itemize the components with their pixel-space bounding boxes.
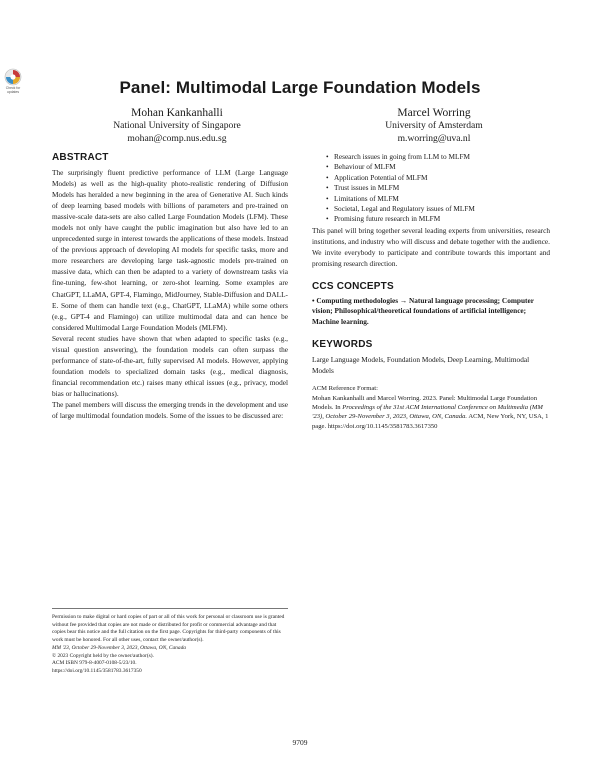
keywords-text: Large Language Models, Foundation Models, Deep Learning, Multimodal Models — [312, 355, 530, 376]
ccs-concepts: • Computing methodologies → Natural language processing; Computer vision; Philosophical/theoretical foundations of artificial intelligence; Machine learning. — [312, 296, 534, 326]
footnote-doi[interactable]: https://doi.org/10.1145/3581783.3617350 — [52, 667, 142, 674]
page-number: 9709 — [292, 738, 308, 747]
author-email[interactable]: mohan@comp.nus.edu.sg — [127, 132, 227, 144]
footnote-isbn: ACM ISBN 979-8-4007-0108-5/23/10. — [52, 660, 137, 667]
footnote-venue: MM '23, October 29-November 3, 2023, Ottawa, ON, Canada — [52, 644, 186, 651]
abstract-heading: ABSTRACT — [52, 152, 109, 163]
issue-item: • Research issues in going from LLM to MLFM — [326, 152, 550, 162]
issue-item: • Application Potential of MLFM — [326, 173, 550, 183]
author-name: Mohan Kankanhalli — [131, 107, 223, 119]
author-affiliation: University of Amsterdam — [385, 120, 483, 131]
issues-list — [326, 152, 550, 225]
right-column — [312, 152, 550, 431]
author-block-2 — [314, 106, 554, 145]
paper-title: Panel: Multimodal Large Foundation Models — [119, 78, 481, 97]
author-block-1 — [57, 106, 297, 145]
ccs-heading: CCS CONCEPTS — [312, 281, 394, 293]
badge-line2: updates — [6, 90, 20, 94]
author-affiliation: National University of Singapore — [113, 120, 241, 131]
reference-part-1: Mohan Kankanhalli and Marcel Worring. 2023. Panel: Multimodal Large Foundation Models. In — [312, 394, 538, 411]
left-column — [52, 152, 288, 421]
reference-label: ACM Reference Format: — [312, 385, 378, 393]
reference-part-2[interactable]: ACM, New York, NY, USA, 1 page. https://doi.org/10.1145/3581783.3617350 — [312, 413, 549, 430]
issue-item: • Societal, Legal and Regulatory issues of MLFM — [326, 204, 550, 214]
badge-line1: Check for — [5, 86, 21, 90]
reference-text — [312, 394, 550, 431]
abstract-paragraph-1: The surprisingly fluent predictive performance of LLM (Large Language Models) as well as the high-quality photo-realistic rendering of Diffusion Models has heralded a new beginning in the area of Generative AI. Such kinds of deep learning based models with billions of parameters and pre-trained on massive-scale data-sets are also called Large Foundation Models (LFM). These models not only have caught the public imagination but also have led to an unprecedented surge in interest towards the applications of these models. Instead of the previous approach of developing AI models for specific tasks, more and more researchers are developing large task-agnostic models pre-trained on massive data, which can then be adapted to a variety of downstream tasks via fine-tuning, few-shot learning, or zero-shot learning. Some examples are ChatGPT, LLaMA, GPT-4, Flamingo, MidJourney, Stable-Diffusion and DALL-E. Some of them can handle text (e.g., ChatGPT, LLaMA) while some others (e.g., GPT-4 and Flamingo) can utilize multimodal data and can hence be considered Multimodal Large Foundation Models (MLFM). — [52, 168, 288, 332]
reference-block — [312, 384, 550, 430]
issue-item: • Behaviour of MLFM — [326, 162, 550, 172]
footnote-divider — [52, 608, 288, 609]
footnote-block — [52, 614, 288, 676]
permission-notice: Permission to make digital or hard copies of part or all of this work for personal or classroom use is granted without fee provided that copies are not made or distributed for profit or commercial advantage and that copies bear this notice and the full citation on the first page. Copyrights for third-party components of this work must be honored. For all other uses, contact the owner/author(s). — [52, 614, 285, 644]
reference-venue: Proceedings of the 31st ACM International Conference on Multimedia (MM '23), October 29-November 3, 2023, Ottawa, ON, Canada. — [312, 403, 543, 421]
issue-item: • Limitations of MLFM — [326, 194, 550, 204]
issue-item: • Trust issues in MLFM — [326, 183, 550, 193]
abstract-paragraph-3: The panel members will discuss the emerging trends in the development and use of large multimodal foundation models. Some of the issues to be discussed are: — [52, 399, 288, 421]
keywords-heading: KEYWORDS — [312, 339, 373, 351]
closing-paragraph: This panel will bring together several leading experts from universities, research institutions, and industry who will discuss and debate together with the audience. We invite everybody to participate and contribute towards this important and promising research direction. — [312, 225, 550, 268]
footnote-copyright: © 2023 Copyright held by the owner/author(s). — [52, 652, 154, 659]
author-email[interactable]: m.worring@uva.nl — [397, 132, 471, 144]
author-name: Marcel Worring — [397, 107, 471, 119]
issue-item: • Promising future research in MLFM — [326, 214, 550, 224]
abstract-paragraph-2: Several recent studies have shown that when adapted to specific tasks (e.g., visual question answering), the foundation models can often surpass the performance of state-of-the-art, fully supervised AI models. However, applying foundation models to specialized domain tasks (e.g., medical diagnosis, financial recommendation etc.) raises many ethical issues (e.g., privacy, model bias or hallucinations). — [52, 333, 288, 398]
